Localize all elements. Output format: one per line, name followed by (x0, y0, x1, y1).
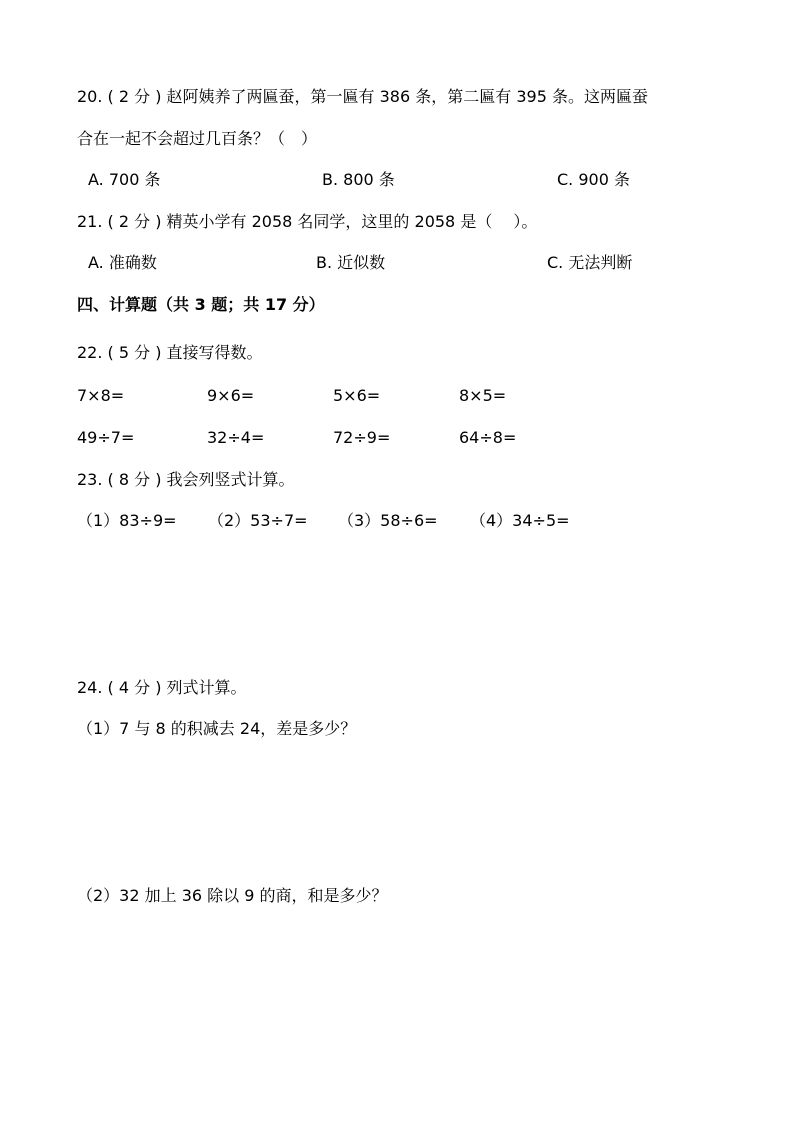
q22-item: 64÷8= (459, 428, 517, 447)
q20-option-c: C. 900 条 (557, 170, 630, 189)
q22-item: 7×8= (77, 386, 125, 405)
q22-title: 22. ( 5 分 ) 直接写得数。 (77, 343, 263, 362)
q23-item: （3）58÷6= (338, 511, 438, 530)
q23-item: （2）53÷7= (208, 511, 308, 530)
q24-subquestion-2: （2）32 加上 36 除以 9 的商，和是多少？ (77, 886, 388, 905)
section-heading: 四、计算题（共 3 题；共 17 分） (77, 295, 325, 314)
q22-item: 49÷7= (77, 428, 135, 447)
q20-option-a: A. 700 条 (88, 170, 161, 189)
q22-item: 32÷4= (207, 428, 265, 447)
q23-item: （1）83÷9= (77, 511, 177, 530)
q24-subquestion-1: （1）7 与 8 的积减去 24，差是多少？ (77, 719, 357, 738)
q22-item: 5×6= (333, 386, 381, 405)
q23-item: （4）34÷5= (470, 511, 570, 530)
q22-item: 8×5= (459, 386, 507, 405)
q22-item: 72÷9= (333, 428, 391, 447)
q20-stem-line2: 合在一起不会超过几百条？（ ） (77, 129, 318, 148)
q20-option-b: B. 800 条 (322, 170, 395, 189)
q21-option-a: A. 准确数 (88, 253, 157, 272)
q21-option-c: C. 无法判断 (547, 253, 633, 272)
q23-title: 23. ( 8 分 ) 我会列竖式计算。 (77, 470, 295, 489)
q22-item: 9×6= (207, 386, 255, 405)
q21-option-b: B. 近似数 (316, 253, 386, 272)
q24-title: 24. ( 4 分 ) 列式计算。 (77, 678, 247, 697)
q20-stem-line1: 20. ( 2 分 ) 赵阿姨养了两匾蚕，第一匾有 386 条，第二匾有 395 条。这两匾蚕 (77, 87, 648, 106)
q21-stem: 21. ( 2 分 ) 精英小学有 2058 名同学，这里的 2058 是（ ）。 (77, 212, 538, 231)
